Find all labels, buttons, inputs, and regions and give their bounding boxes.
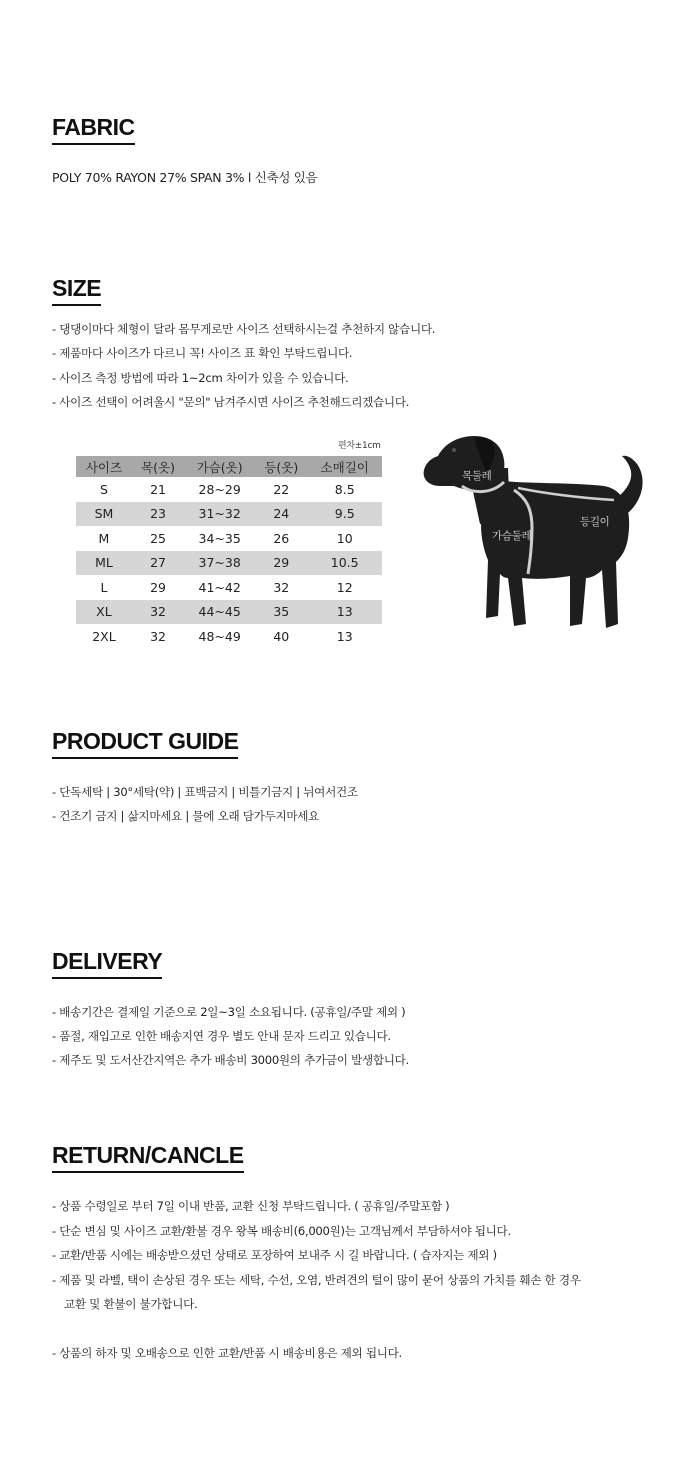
table-row — [76, 477, 382, 502]
cell-back: 40 — [273, 628, 290, 644]
return-line: 교환 및 환불이 불가합니다. — [64, 1297, 198, 1311]
table-row — [76, 551, 382, 576]
table-row — [76, 502, 382, 527]
cell-size: S — [99, 481, 108, 497]
product-guide-title: PRODUCT GUIDE — [52, 729, 238, 759]
cell-back: 22 — [273, 481, 290, 497]
cell-neck: 27 — [132, 551, 184, 576]
cell-neck: 23 — [132, 502, 184, 527]
return-line: - 상품의 하자 및 오배송으로 인한 교환/반품 시 배송비용은 제외 됩니다. — [52, 1346, 402, 1360]
guide-line: - 건조기 금지 | 삶지마세요 | 물에 오래 담가두지마세요 — [52, 809, 320, 823]
return-line: - 단순 변심 및 사이즈 교환/환불 경우 왕복 배송비(6,000원)는 고객님께서 부담하셔야 됩니다. — [52, 1224, 511, 1238]
table-row — [76, 575, 382, 600]
delivery-line: - 제주도 및 도서산간지역은 추가 배송비 3000원의 추가금이 발생합니다. — [52, 1053, 409, 1067]
cell-neck: 21 — [150, 481, 166, 497]
return-line: - 상품 수령일로 부터 7일 이내 반품, 교환 신청 부탁드립니다. ( 공휴일/주말포함 ) — [52, 1199, 450, 1213]
guide-line: - 단독세탁 | 30°세탁(약) | 표백금지 | 비틀기금지 | 뉘여서건조 — [52, 785, 358, 799]
cell-size: 2XL — [92, 628, 116, 644]
header-sleeve: 소매길이 — [307, 456, 382, 477]
cell-back: 24 — [255, 502, 307, 527]
cell-sleeve: 12 — [336, 579, 353, 595]
fabric-title: FABRIC — [52, 115, 135, 145]
delivery-line: - 품절, 재입고로 인한 배송지연 경우 별도 안내 문자 드리고 있습니다. — [52, 1029, 391, 1043]
cell-size: XL — [76, 600, 132, 625]
cell-back: 26 — [273, 530, 290, 546]
header-size: 사이즈 — [76, 456, 132, 477]
cell-chest: 41~42 — [198, 579, 241, 595]
header-back: 등(옷) — [255, 456, 307, 477]
cell-chest: 44~45 — [184, 600, 255, 625]
cell-size: L — [100, 579, 108, 595]
dog-measurement-diagram — [418, 428, 658, 634]
cell-chest: 31~32 — [184, 502, 255, 527]
tolerance-note: 편차±1cm — [338, 441, 381, 451]
cell-chest: 28~29 — [198, 481, 241, 497]
table-row — [76, 526, 382, 551]
cell-chest: 34~35 — [198, 530, 241, 546]
cell-neck: 32 — [132, 600, 184, 625]
size-table-header — [76, 456, 382, 477]
dog-silhouette-icon — [418, 428, 658, 634]
header-neck: 목(옷) — [132, 456, 184, 477]
cell-neck: 29 — [150, 579, 166, 595]
cell-back: 32 — [273, 579, 290, 595]
chest-label: 가슴둘레 — [492, 530, 532, 542]
size-note: - 제품마다 사이즈가 다르니 꼭! 사이즈 표 확인 부탁드립니다. — [52, 346, 353, 360]
cell-chest: 37~38 — [184, 551, 255, 576]
cell-sleeve: 9.5 — [307, 502, 382, 527]
cell-neck: 32 — [150, 628, 166, 644]
back-label: 등길이 — [580, 516, 610, 528]
cell-chest: 48~49 — [198, 628, 241, 644]
header-chest: 가슴(옷) — [184, 456, 255, 477]
table-row — [76, 624, 382, 649]
cell-sleeve: 10.5 — [307, 551, 382, 576]
return-line: - 제품 및 라벨, 택이 손상된 경우 또는 세탁, 수선, 오염, 반려견의 털이 많이 묻어 상품의 가치를 훼손 한 경우 — [52, 1273, 581, 1287]
cell-sleeve: 8.5 — [334, 481, 355, 497]
neck-label: 목둘레 — [462, 470, 492, 482]
cell-size: SM — [76, 502, 132, 527]
cell-sleeve: 10 — [336, 530, 353, 546]
cell-size: ML — [76, 551, 132, 576]
delivery-title: DELIVERY — [52, 949, 162, 979]
size-title: SIZE — [52, 276, 101, 306]
table-row — [76, 600, 382, 625]
return-title: RETURN/CANCLE — [52, 1143, 244, 1173]
fabric-composition: POLY 70% RAYON 27% SPAN 3% l 신축성 있음 — [52, 170, 318, 185]
cell-back: 35 — [255, 600, 307, 625]
delivery-line: - 배송기간은 결제일 기준으로 2일~3일 소요됩니다. (공휴일/주말 제외 ) — [52, 1005, 406, 1019]
size-table — [76, 456, 382, 649]
cell-sleeve: 13 — [307, 600, 382, 625]
cell-back: 29 — [255, 551, 307, 576]
size-note: - 댕댕이마다 체형이 달라 몸무게로만 사이즈 선택하시는걸 추천하지 않습니다. — [52, 322, 436, 336]
cell-size: M — [98, 530, 110, 546]
cell-sleeve: 13 — [336, 628, 353, 644]
cell-neck: 25 — [150, 530, 166, 546]
size-note: - 사이즈 선택이 어려울시 "문의" 남겨주시면 사이즈 추천해드리겠습니다. — [52, 395, 410, 409]
return-line: - 교환/반품 시에는 배송받으셨던 상태로 포장하여 보내주 시 길 바랍니다. ( 습자지는 제외 ) — [52, 1248, 497, 1262]
size-note: - 사이즈 측정 방법에 따라 1~2cm 차이가 있을 수 있습니다. — [52, 371, 349, 385]
